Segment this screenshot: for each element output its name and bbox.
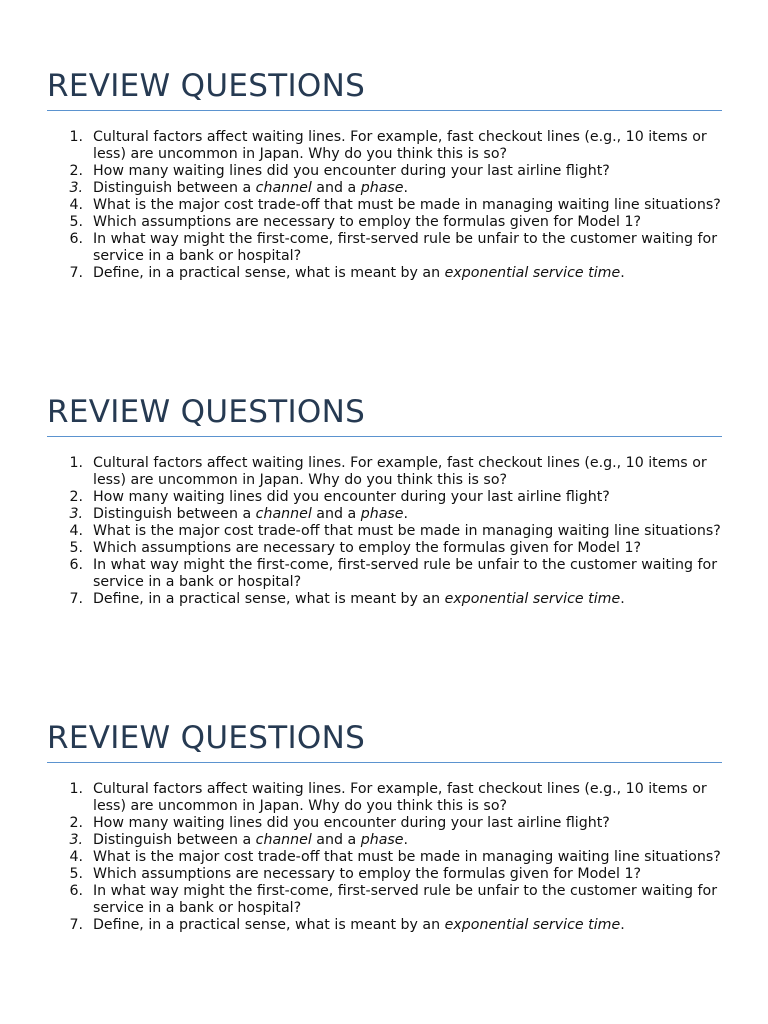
- question-item-6: [47, 557, 722, 591]
- question-number: 1.: [69, 455, 83, 471]
- question-number: 5.: [69, 214, 83, 230]
- question-number: 3.: [69, 832, 83, 848]
- question-text: [93, 832, 408, 848]
- question-text: [93, 917, 625, 933]
- question-number: 3.: [69, 180, 83, 196]
- emphasis-term: channel: [255, 506, 312, 522]
- question-text: [93, 265, 625, 281]
- question-item-5: [47, 866, 722, 883]
- question-number: 7.: [69, 917, 83, 933]
- question-item-7: [47, 917, 722, 934]
- question-text: What is the major cost trade-off that must be made in managing waiting line situations?: [93, 197, 721, 213]
- emphasis-term: exponential service time: [444, 265, 621, 281]
- review-section-2: [47, 394, 722, 608]
- question-item-6: [47, 883, 722, 917]
- question-item-7: [47, 265, 722, 282]
- question-number: 2.: [69, 489, 83, 505]
- question-text: Which assumptions are necessary to employ the formulas given for Model 1?: [93, 540, 642, 556]
- question-text: [93, 506, 408, 522]
- question-text: In what way might the first-come, first-served rule be unfair to the customer waiting for service in a bank or hospital?: [93, 231, 718, 264]
- question-text-part: Distinguish between a: [93, 832, 256, 848]
- question-text: How many waiting lines did you encounter during your last airline flight?: [93, 815, 610, 831]
- question-number: 2.: [69, 163, 83, 179]
- question-item-3: [47, 832, 722, 849]
- emphasis-term: exponential service time: [444, 591, 621, 607]
- emphasis-term: phase: [360, 506, 404, 522]
- question-text-part: Distinguish between a: [93, 506, 256, 522]
- question-text-part: Define, in a practical sense, what is meant by an: [93, 591, 445, 607]
- question-item-6: [47, 231, 722, 265]
- question-text-part: .: [620, 917, 625, 933]
- question-text-part: .: [620, 265, 625, 281]
- question-number: 6.: [69, 231, 83, 247]
- question-number: 3.: [69, 506, 83, 522]
- question-item-1: [47, 129, 722, 163]
- question-item-2: [47, 163, 722, 180]
- question-number: 5.: [69, 866, 83, 882]
- question-item-7: [47, 591, 722, 608]
- question-number: 6.: [69, 883, 83, 899]
- question-text: What is the major cost trade-off that must be made in managing waiting line situations?: [93, 849, 721, 865]
- question-text: [93, 180, 408, 196]
- question-item-5: [47, 214, 722, 231]
- question-text-part: .: [403, 832, 409, 848]
- question-item-5: [47, 540, 722, 557]
- question-item-4: [47, 849, 722, 866]
- question-list: [47, 455, 722, 608]
- question-text: [93, 591, 625, 607]
- question-text: Which assumptions are necessary to employ the formulas given for Model 1?: [93, 866, 642, 882]
- question-item-2: [47, 489, 722, 506]
- question-text-part: Define, in a practical sense, what is meant by an: [93, 265, 445, 281]
- question-number: 7.: [69, 591, 83, 607]
- question-text: Cultural factors affect waiting lines. For example, fast checkout lines (e.g., 10 items or less) are uncommon in Japan. Why do you think this is so?: [93, 455, 707, 488]
- question-item-3: [47, 506, 722, 523]
- question-number: 4.: [69, 197, 83, 213]
- question-text-part: and a: [311, 180, 361, 196]
- question-text-part: .: [403, 506, 409, 522]
- question-text-part: Distinguish between a: [93, 180, 256, 196]
- question-text: In what way might the first-come, first-served rule be unfair to the customer waiting for service in a bank or hospital?: [93, 557, 718, 590]
- question-text-part: Define, in a practical sense, what is meant by an: [93, 917, 445, 933]
- emphasis-term: channel: [255, 180, 312, 196]
- question-text-part: and a: [311, 506, 361, 522]
- question-item-3: [47, 180, 722, 197]
- question-list: [47, 129, 722, 282]
- question-number: 4.: [69, 523, 83, 539]
- question-list: [47, 781, 722, 934]
- section-title: REVIEW QUESTIONS: [47, 394, 722, 437]
- question-text: Which assumptions are necessary to employ the formulas given for Model 1?: [93, 214, 642, 230]
- section-title: REVIEW QUESTIONS: [47, 720, 722, 763]
- section-title: REVIEW QUESTIONS: [47, 68, 722, 111]
- question-text-part: and a: [311, 832, 361, 848]
- question-text: How many waiting lines did you encounter during your last airline flight?: [93, 163, 610, 179]
- question-text: Cultural factors affect waiting lines. For example, fast checkout lines (e.g., 10 items or less) are uncommon in Japan. Why do you think this is so?: [93, 129, 707, 162]
- question-text-part: .: [620, 591, 625, 607]
- question-number: 2.: [69, 815, 83, 831]
- review-section-3: [47, 720, 722, 934]
- question-number: 4.: [69, 849, 83, 865]
- question-text-part: .: [403, 180, 409, 196]
- question-item-1: [47, 455, 722, 489]
- question-number: 7.: [69, 265, 83, 281]
- question-text: Cultural factors affect waiting lines. For example, fast checkout lines (e.g., 10 items or less) are uncommon in Japan. Why do you think this is so?: [93, 781, 707, 814]
- question-number: 1.: [69, 781, 83, 797]
- question-item-2: [47, 815, 722, 832]
- question-text: What is the major cost trade-off that must be made in managing waiting line situations?: [93, 523, 721, 539]
- question-item-4: [47, 197, 722, 214]
- question-text: In what way might the first-come, first-served rule be unfair to the customer waiting for service in a bank or hospital?: [93, 883, 718, 916]
- question-text: How many waiting lines did you encounter during your last airline flight?: [93, 489, 610, 505]
- question-number: 5.: [69, 540, 83, 556]
- question-item-4: [47, 523, 722, 540]
- review-section-1: [47, 68, 722, 282]
- emphasis-term: phase: [360, 180, 404, 196]
- emphasis-term: exponential service time: [444, 917, 621, 933]
- question-number: 6.: [69, 557, 83, 573]
- question-number: 1.: [69, 129, 83, 145]
- emphasis-term: channel: [255, 832, 312, 848]
- question-item-1: [47, 781, 722, 815]
- emphasis-term: phase: [360, 832, 404, 848]
